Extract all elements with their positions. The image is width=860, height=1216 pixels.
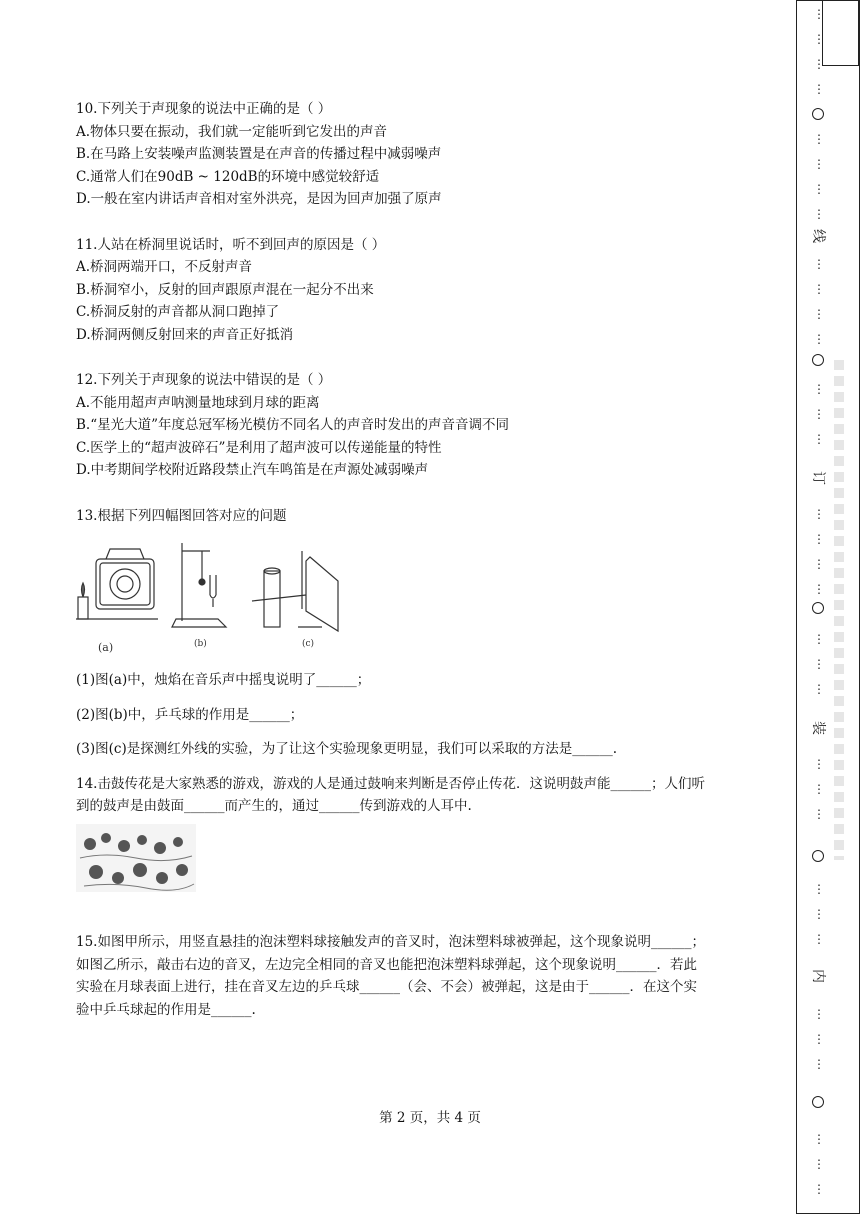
binding-dots: ⋮ <box>813 307 825 321</box>
q12-option-b: B.“星光大道”年度总冠军杨光模仿不同名人的声音时发出的声音音调不同 <box>76 417 510 433</box>
q11-option-b: B.桥洞窄小，反射的回声跟原声混在一起分不出来 <box>76 281 374 298</box>
q10-option-b: B.在马路上安装噪声监测装置是在声音的传播过程中减弱噪声 <box>76 146 442 162</box>
q15-line-3: 实验在月球表面上进行，挂在音叉左边的乒乓球______（会、不会）被弹起，这是由于______．在这个实 <box>76 979 697 995</box>
binding-dots: ⋮ <box>813 532 825 546</box>
question-14 <box>76 773 776 932</box>
q15-line-4: 验中乒乓球起的作用是______. <box>76 1001 256 1018</box>
binding-dots: ⋮ <box>813 407 825 421</box>
binding-dots: ⋮ <box>813 282 825 296</box>
q15-line-2: 如图乙所示，敲击右边的音叉，左边完全相同的音叉也能把泡沫塑料球弹起，这个现象说明______．若此 <box>76 956 697 973</box>
binding-dots: ⋮ <box>813 682 825 696</box>
binding-dots: ⋮ <box>813 1032 825 1046</box>
binding-dots: ⋮ <box>813 157 825 171</box>
q12-option-a: A.不能用超声声呐测量地球到月球的距离 <box>76 394 320 411</box>
question-13 <box>76 505 776 761</box>
binding-dots: ⋮ <box>813 32 825 46</box>
binding-char-zhuang: 装 <box>810 721 826 735</box>
q12-option-c: C.医学上的“超声波碎石”是利用了超声波可以传递能量的特性 <box>76 439 442 456</box>
binding-char-ding: 订 <box>810 471 826 485</box>
q13-figure-drawing <box>76 541 366 637</box>
q10-stem: 10.下列关于声现象的说法中正确的是（ ） <box>76 101 332 117</box>
question-15 <box>76 931 776 1021</box>
binding-dots: ⋮ <box>813 632 825 646</box>
q13-stem: 13.根据下列四幅图回答对应的问题 <box>76 507 287 524</box>
binding-dots: ⋮ <box>813 882 825 896</box>
binding-dots: ⋮ <box>813 757 825 771</box>
binding-dots: ⋮ <box>813 82 825 96</box>
question-10 <box>76 98 776 211</box>
binding-dots: ⋮ <box>813 1007 825 1021</box>
question-list <box>76 98 776 1021</box>
binding-circle <box>812 1096 824 1108</box>
q11-option-c: C.桥洞反射的声音都从洞口跑掉了 <box>76 304 280 320</box>
binding-dots: ⋮ <box>813 1132 825 1146</box>
binding-dots: ⋮ <box>813 1157 825 1171</box>
q12-stem: 12.下列关于声现象的说法中错误的是（ ） <box>76 372 332 388</box>
fig-b-caption: (b) <box>194 639 207 649</box>
q10-option-c: C.通常人们在90dB ~ 120dB的环境中感觉较舒适 <box>76 168 380 185</box>
page-footer: 第 2 页，共 4 页 <box>379 1110 481 1126</box>
binding-dots: ⋮ <box>813 582 825 596</box>
binding-dots: ⋮ <box>813 1182 825 1196</box>
binding-dots: ⋮ <box>813 182 825 196</box>
binding-dots: ⋮ <box>813 657 825 671</box>
q12-option-d: D.中考期间学校附近路段禁止汽车鸣笛是在声源处减弱噪声 <box>76 462 429 478</box>
binding-char-nei: 内 <box>810 969 826 983</box>
q14-line-2: 到的鼓声是由鼓面______而产生的，通过______传到游戏的人耳中. <box>76 798 472 814</box>
fig-a-caption: (a) <box>98 641 114 654</box>
binding-dots: ⋮ <box>813 1057 825 1071</box>
binding-dots: ⋮ <box>813 907 825 921</box>
binding-dots: ⋮ <box>813 257 825 271</box>
q15-line-1: 15.如图甲所示，用竖直悬挂的泡沫塑料球接触发声的音叉时，泡沫塑料球被弹起，这个现象说明______； <box>76 934 705 950</box>
binding-char-xian: 线 <box>810 229 826 243</box>
binding-dots: ⋮ <box>813 807 825 821</box>
binding-dots: ⋮ <box>813 382 825 396</box>
speaker-candle-figure <box>76 549 158 619</box>
binding-dots: ⋮ <box>813 507 825 521</box>
binding-circle <box>812 602 824 614</box>
q11-option-d: D.桥洞两侧反射回来的声音正好抵消 <box>76 326 294 343</box>
q11-stem: 11.人站在桥洞里说话时，听不到回声的原因是（ ） <box>76 236 386 253</box>
binding-circle <box>812 354 824 366</box>
binding-dots: ⋮ <box>813 7 825 21</box>
binding-dots: ⋮ <box>813 207 825 221</box>
question-11 <box>76 234 776 347</box>
binding-dots: ⋮ <box>813 782 825 796</box>
binding-circle <box>812 108 824 120</box>
infrared-screen-figure <box>252 551 338 631</box>
question-12 <box>76 369 776 482</box>
q13-part-1: (1)图(a)中，烛焰在音乐声中摇曳说明了______； <box>76 672 371 688</box>
q10-option-d: D.一般在室内讲话声音相对室外洪亮，是因为回声加强了原声 <box>76 191 442 207</box>
binding-dots: ⋮ <box>813 132 825 146</box>
tuning-fork-stand-figure <box>172 543 226 627</box>
binding-dots: ⋮ <box>813 57 825 71</box>
q10-option-a: A.物体只要在振动，我们就一定能听到它发出的声音 <box>76 123 388 140</box>
q13-part-3: (3)图(c)是探测红外线的实验，为了让这个实验现象更明显，我们可以采取的方法是______. <box>76 741 618 757</box>
fig-c-caption: (c) <box>302 639 315 649</box>
binding-faint-text <box>834 360 844 860</box>
binding-column <box>808 0 830 1216</box>
q11-option-a: A.桥洞两端开口，不反射声音 <box>76 259 253 275</box>
binding-dots: ⋮ <box>813 557 825 571</box>
binding-dots: ⋮ <box>813 932 825 946</box>
binding-dots: ⋮ <box>813 432 825 446</box>
q14-line-1: 14.击鼓传花是大家熟悉的游戏，游戏的人是通过鼓响来判断是否停止传花．这说明鼓声能______；人们听 <box>76 775 705 792</box>
binding-circle <box>812 850 824 862</box>
q13-figures <box>76 541 366 659</box>
binding-dots: ⋮ <box>813 332 825 346</box>
drum-game-illustration <box>76 824 196 892</box>
q13-part-2: (2)图(b)中，乒乓球的作用是______； <box>76 706 304 723</box>
